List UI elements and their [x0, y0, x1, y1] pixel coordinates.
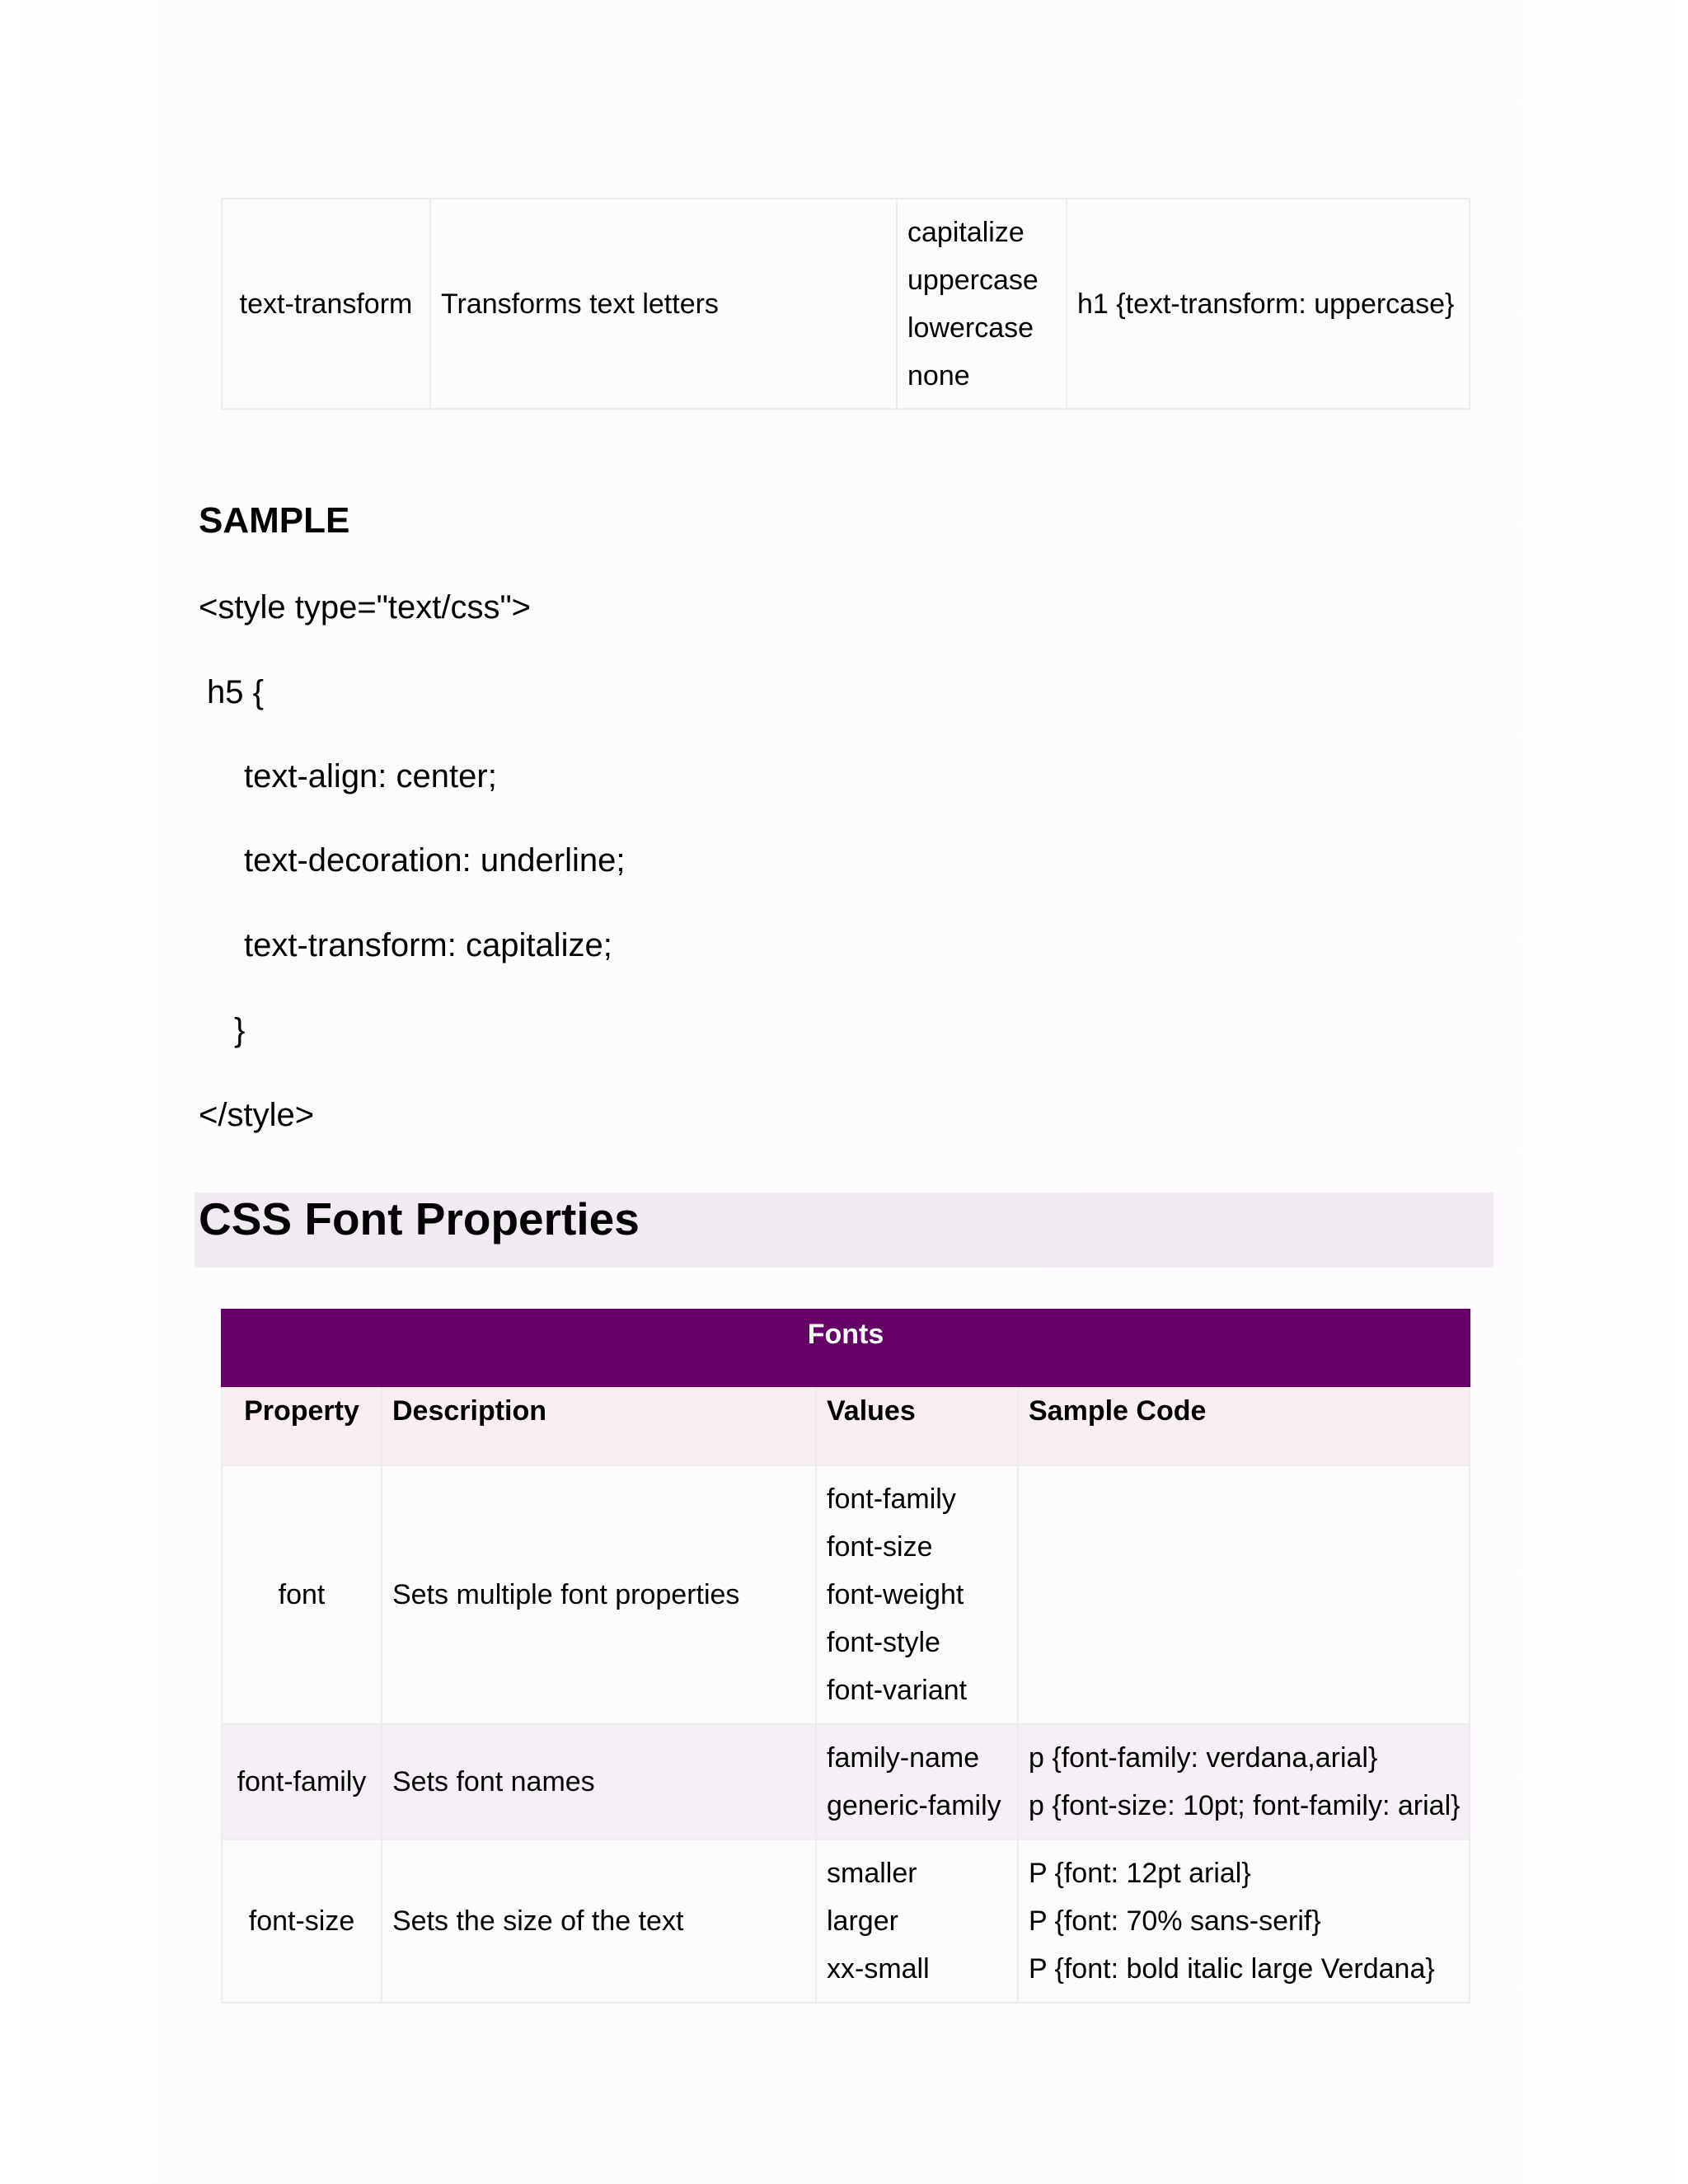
column-header-values: Values	[816, 1386, 1018, 1465]
sample-heading: SAMPLE	[199, 500, 350, 541]
value-item: lowercase	[907, 312, 1034, 344]
code-line: h5 {	[207, 674, 264, 710]
text-transform-table	[221, 198, 1470, 410]
sample-code-cell: h1 {text-transform: uppercase}	[1067, 199, 1470, 409]
sample-code-cell	[1018, 1724, 1470, 1840]
code-line: text-align: center;	[244, 758, 497, 794]
code-line: text-decoration: underline;	[244, 842, 626, 879]
value-item: capitalize	[907, 216, 1025, 248]
value-item: uppercase	[907, 264, 1039, 296]
values-cell	[816, 1840, 1018, 2003]
sample-code-item: p {font-family: verdana,arial}	[1029, 1742, 1378, 1774]
table-row	[222, 199, 1470, 409]
column-header-sample-code: Sample Code	[1018, 1386, 1470, 1465]
value-item: larger	[827, 1905, 898, 1937]
code-line: <style type="text/css">	[199, 589, 532, 626]
value-item: font-variant	[827, 1675, 968, 1706]
table-row	[222, 1840, 1470, 2003]
table-header-row	[222, 1386, 1470, 1465]
description-cell: Transforms text letters	[430, 199, 897, 409]
table-caption: Fonts	[222, 1310, 1470, 1386]
column-header-description: Description	[382, 1386, 816, 1465]
section-title: CSS Font Properties	[199, 1193, 640, 1244]
value-item: smaller	[827, 1858, 917, 1889]
values-cell	[816, 1724, 1018, 1840]
sample-code-item: P {font: 70% sans-serif}	[1029, 1905, 1321, 1937]
values-cell	[897, 199, 1067, 409]
property-cell: font-family	[222, 1724, 382, 1840]
column-header-property: Property	[222, 1386, 382, 1465]
code-line: }	[234, 1012, 246, 1048]
sample-code-item: P {font: 12pt arial}	[1029, 1858, 1251, 1889]
table-row	[222, 1724, 1470, 1840]
value-item: font-style	[827, 1627, 940, 1658]
value-item: font-weight	[827, 1579, 964, 1610]
fonts-table	[221, 1309, 1470, 2004]
code-line: text-transform: capitalize;	[244, 927, 612, 963]
property-cell: text-transform	[222, 199, 430, 409]
value-item: generic-family	[827, 1790, 1001, 1821]
value-item: family-name	[827, 1742, 980, 1774]
value-item: xx-small	[827, 1953, 930, 1985]
description-cell: Sets the size of the text	[382, 1840, 816, 2003]
code-line: </style>	[199, 1097, 315, 1133]
sample-code-item: P {font: bold italic large Verdana}	[1029, 1953, 1435, 1985]
value-item: font-family	[827, 1483, 956, 1515]
property-cell: font	[222, 1465, 382, 1724]
property-cell: font-size	[222, 1840, 382, 2003]
value-item: font-size	[827, 1531, 933, 1563]
values-cell	[816, 1465, 1018, 1724]
table-caption-row	[222, 1310, 1470, 1386]
description-cell: Sets font names	[382, 1724, 816, 1840]
sample-code-cell	[1018, 1465, 1470, 1724]
description-cell: Sets multiple font properties	[382, 1465, 816, 1724]
sample-code-cell	[1018, 1840, 1470, 2003]
table-row	[222, 1465, 1470, 1724]
sample-code-item: p {font-size: 10pt; font-family: arial}	[1029, 1790, 1461, 1821]
value-item: none	[907, 359, 970, 391]
